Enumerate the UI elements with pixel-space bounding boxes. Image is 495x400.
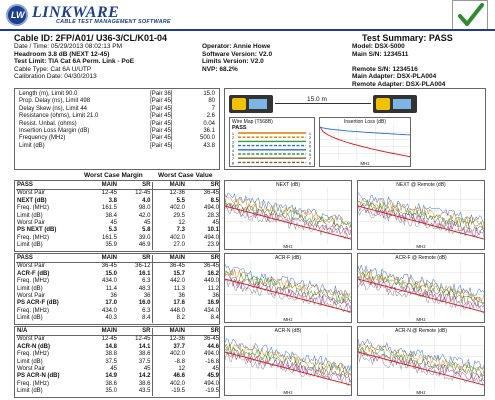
plot-xlabel: MHz: [283, 244, 293, 249]
worst-case-value-header: Worst Case Value: [158, 172, 213, 179]
worst-case-cell: 36: [110, 293, 117, 300]
worst-case-cell: 36-45: [152, 263, 186, 271]
summary-row: [18, 135, 216, 142]
worst-case-cell: 494.0: [203, 205, 219, 212]
worst-case-cell: 45: [110, 366, 117, 373]
wire-pin-label: 6: [309, 144, 311, 149]
wire-pin-label: 4: [232, 148, 234, 153]
worst-case-cell: 5.3: [108, 227, 117, 234]
wire-pin-label: 3: [309, 140, 311, 145]
worst-case-cell: 38.8: [105, 351, 117, 358]
worst-case-cell: 38.6: [138, 380, 151, 387]
crosstalk-plot: [357, 253, 485, 323]
plot-curves: [225, 188, 352, 244]
worst-case-cell: 3.8: [108, 197, 117, 204]
worst-case-cell: 161.5: [101, 234, 117, 241]
wire-map-lines: [230, 131, 315, 167]
cable-length-label: 15.0 m: [307, 96, 327, 103]
crosstalk-plot: [357, 326, 485, 396]
crosstalk-plot: [224, 253, 352, 323]
worst-case-cell: 12-45: [101, 190, 117, 197]
worst-case-cell: 15.7: [152, 271, 186, 278]
worst-case-cell: 36: [143, 293, 151, 300]
worst-case-cell: Freq. (MHz): [17, 351, 49, 358]
worst-case-cell: 11.4: [105, 285, 117, 292]
worst-case-cell: Limit (dB): [17, 285, 43, 292]
worst-case-cell: 36: [152, 293, 186, 300]
worst-case-row: [16, 286, 220, 293]
wire-map-plot: [229, 117, 315, 167]
worst-case-cell: PS ACR-F (dB): [17, 300, 59, 307]
plot-title: ACR-F (dB): [274, 255, 302, 261]
worst-case-cell: 12: [152, 366, 186, 373]
pair-curve: [358, 282, 485, 313]
summary-cell: Delay Skew (ns), Limit 44: [19, 105, 88, 112]
summary-cell: 7: [211, 105, 215, 112]
worst-case-cell: Limit (dB): [17, 315, 43, 322]
worst-case-cell: 16.1: [138, 270, 151, 277]
worst-case-cell: 402.0: [152, 351, 186, 358]
insertion-loss-curves: [320, 125, 411, 161]
info-line: Model: DSX-5000: [352, 43, 405, 50]
wire-pin-label: 2: [232, 136, 234, 141]
worst-case-cell: PS NEXT (dB): [17, 227, 57, 234]
test-summary: Test Summary: PASS: [362, 33, 453, 43]
summary-cell: 500.0: [199, 135, 215, 142]
summary-row: [18, 143, 216, 150]
device-panel: [224, 88, 486, 170]
summary-cell: [Pair 45]: [150, 135, 173, 142]
remote-unit-icon: [373, 95, 417, 113]
worst-case-cell: 43.5: [138, 388, 151, 395]
worst-case-row: [16, 388, 220, 395]
worst-case-cell: 28.3: [207, 212, 219, 219]
worst-case-sections: [14, 180, 220, 399]
worst-case-cell: 12: [152, 220, 186, 227]
worst-case-cell: 37.5: [138, 358, 151, 365]
worst-case-cell: 14.8: [105, 343, 117, 350]
worst-case-row: [16, 263, 220, 271]
summary-cell: Limit (dB): [19, 142, 45, 149]
worst-case-cell: 434.0: [101, 307, 117, 314]
pair-curve: [225, 344, 352, 376]
worst-case-row: [16, 255, 220, 263]
worst-case-cell: Freq. (MHz): [17, 307, 49, 314]
wire-pin-label: 7: [232, 157, 234, 162]
worst-case-cell: 16.9: [207, 300, 219, 307]
summary-cell: 2.6: [206, 113, 215, 120]
worst-case-cell: 36-45: [101, 263, 117, 270]
info-line: Main S/N: 1234511: [352, 50, 409, 58]
worst-case-cell: Freq. (MHz): [17, 205, 49, 212]
pair-curve: [358, 347, 485, 380]
worst-case-cell: PASS: [16, 255, 84, 263]
worst-case-cell: MAIN: [84, 328, 118, 336]
summary-cell: [Pair 36]: [150, 91, 173, 97]
insertion-loss-title: Insertion Loss (dB): [344, 119, 386, 125]
worst-case-cell: 402.0: [152, 205, 186, 212]
worst-case-row: [16, 271, 220, 278]
worst-case-cell: 27.0: [152, 242, 186, 249]
summary-row: [18, 106, 216, 113]
worst-case-cell: 37.5: [105, 358, 117, 365]
summary-table-box: [14, 88, 220, 170]
worst-case-cell: -19.5: [152, 388, 186, 395]
worst-case-cell: 45: [143, 220, 151, 227]
worst-case-row: [16, 213, 220, 220]
summary-cell: [Pair 45]: [150, 142, 173, 149]
info-line: Remote Adapter: DSX-PLA004: [352, 80, 446, 88]
crosstalk-plot: [224, 326, 352, 396]
info-right-column: [352, 43, 445, 88]
summary-table: [18, 91, 216, 150]
worst-case-row: [16, 344, 220, 351]
worst-case-row: [16, 366, 220, 373]
worst-case-cell: 35.0: [105, 388, 117, 395]
worst-case-cell: 6.3: [142, 307, 151, 314]
worst-case-cell: SR: [118, 328, 152, 336]
plot-curves: [358, 188, 485, 244]
worst-case-cell: 12-36: [152, 336, 186, 344]
worst-case-row: [16, 381, 220, 388]
worst-case-cell: 442.0: [152, 278, 186, 285]
worst-case-cell: Freq. (MHz): [17, 380, 49, 387]
summary-row: [18, 91, 216, 98]
linkware-logo-icon: LW: [6, 4, 28, 26]
worst-case-row: [16, 205, 220, 212]
worst-case-row: [16, 315, 220, 322]
worst-case-cell: 23.9: [207, 242, 219, 249]
worst-case-cell: 44.6: [207, 343, 219, 350]
worst-case-section: [14, 326, 220, 398]
plot-xlabel: MHz: [283, 317, 293, 322]
worst-case-cell: 8.4: [210, 315, 219, 322]
logo-subtitle: CABLE TEST MANAGEMENT SOFTWARE: [56, 19, 171, 25]
limit-curve: [225, 352, 352, 386]
worst-case-section: [14, 253, 220, 325]
worst-case-row: [16, 190, 220, 198]
worst-case-cell: Worst Pair: [17, 366, 45, 373]
worst-case-cell: 45: [143, 366, 151, 373]
plot-curves: [225, 261, 352, 317]
plot-curves: [358, 334, 485, 390]
worst-case-cell: 36-45: [203, 190, 219, 197]
worst-case-row: [16, 198, 220, 205]
cable-line: [275, 103, 371, 104]
info-line: Software Version: V2.0: [202, 50, 273, 58]
insertion-loss-xlabel: MHz: [360, 161, 370, 166]
worst-case-cell: 42.0: [138, 212, 151, 219]
worst-case-cell: 8.5: [210, 197, 219, 204]
worst-case-row: [16, 336, 220, 344]
worst-case-cell: 45.9: [207, 373, 219, 380]
worst-case-cell: 46.6: [152, 373, 186, 380]
worst-case-cell: 14.2: [138, 373, 151, 380]
summary-cell: 80: [208, 98, 215, 105]
wire-pin-label: 4: [309, 148, 311, 153]
worst-case-row: [16, 227, 220, 234]
plot-title: NEXT (dB): [275, 182, 301, 188]
summary-cell: [Pair 45]: [150, 128, 173, 135]
summary-cell: Resist. Unbal. (ohms): [19, 120, 77, 127]
header-divider: [0, 29, 495, 31]
worst-case-cell: ACR-F (dB): [17, 270, 50, 277]
worst-case-row: [16, 359, 220, 366]
wire-pin-label: 8: [232, 161, 234, 166]
worst-case-cell: -16.8: [205, 358, 219, 365]
info-line: Cable Type: Cat 6A U/UTP: [14, 65, 92, 73]
worst-case-cell: ACR-N (dB): [17, 343, 50, 350]
plot-grid: [224, 180, 486, 400]
worst-case-row: [16, 373, 220, 380]
worst-case-cell: SR: [118, 255, 152, 263]
info-line: Date / Time: 05/29/2013 08:02:13 PM: [14, 43, 123, 50]
summary-cell: 43.8: [203, 142, 215, 149]
logo-text: LINKWARE: [32, 4, 120, 21]
worst-case-cell: Limit (dB): [17, 388, 43, 395]
worst-case-cell: 37.7: [152, 344, 186, 351]
worst-case-cell: 38.6: [138, 351, 151, 358]
info-line: Main Adapter: DSX-PLA004: [352, 73, 437, 80]
limit-curve: [225, 206, 352, 240]
worst-case-cell: 98.0: [138, 205, 151, 212]
worst-case-cell: 48.3: [138, 285, 151, 292]
worst-case-cell: 40.3: [105, 315, 117, 322]
summary-cell: Length (m), Limit 90.0: [19, 91, 78, 97]
pair-curve: [225, 274, 352, 305]
info-line: Operator: Annie Howe: [202, 43, 271, 50]
worst-case-row: [16, 293, 220, 300]
worst-case-cell: MAIN: [84, 182, 118, 190]
info-line: NVP: 68.2%: [202, 65, 238, 73]
worst-case-cell: 402.0: [152, 235, 186, 242]
worst-case-cell: SR: [186, 182, 220, 190]
wire-map-title: Wire Map (T568B): [232, 119, 273, 125]
wire-pin-label: 2: [309, 136, 311, 141]
summary-cell: [Pair 45]: [150, 105, 173, 112]
summary-cell: 15.0: [203, 91, 215, 97]
info-line: Remote S/N: 1234516: [352, 65, 418, 73]
worst-case-cell: Freq. (MHz): [17, 278, 49, 285]
worst-case-cell: 4.0: [142, 197, 151, 204]
summary-row: [18, 128, 216, 135]
worst-case-cell: Worst Pair: [17, 263, 45, 270]
worst-case-cell: Worst Pair: [17, 220, 45, 227]
worst-case-cell: 7.3: [152, 227, 186, 234]
plot-title: NEXT @ Remote (dB): [396, 182, 446, 188]
worst-case-cell: 494.0: [203, 380, 219, 387]
worst-case-cell: MAIN: [152, 182, 186, 190]
worst-case-cell: SR: [118, 182, 152, 190]
info-line: Headroom 3.8 dB (NEXT 12-45): [14, 50, 110, 58]
worst-case-cell: Worst Pair: [17, 336, 45, 343]
worst-case-row: [16, 220, 220, 227]
worst-case-cell: Worst Pair: [17, 293, 45, 300]
worst-case-cell: 36-12: [135, 263, 151, 270]
pair-curve: [358, 275, 485, 307]
plot-curves: [225, 334, 352, 390]
plot-xlabel: MHz: [416, 390, 426, 395]
worst-case-cell: 14.9: [105, 373, 117, 380]
cable-id: Cable ID: 2FP/A01/ U36-3/CL/K01-04: [14, 33, 168, 43]
wire-pin-label: 5: [232, 153, 234, 157]
summary-cell: Frequency (MHz): [19, 135, 66, 142]
worst-case-section: [14, 180, 220, 252]
summary-cell: [Pair 45]: [150, 98, 173, 105]
info-line: [352, 58, 445, 66]
info-mid-column: [202, 43, 272, 73]
wire-pin-label: 6: [232, 144, 234, 149]
worst-case-cell: 45: [110, 220, 117, 227]
insertion-loss-limit: [320, 127, 411, 157]
worst-case-row: [16, 300, 220, 307]
summary-cell: Resistance (ohms), Limit 21.0: [19, 113, 99, 120]
wire-pin-label: 1: [309, 132, 311, 136]
worst-case-cell: 36-45: [203, 336, 219, 343]
worst-case-cell: 29.5: [152, 213, 186, 220]
worst-case-cell: Limit (dB): [17, 358, 43, 365]
plot-title: ACR-N (dB): [274, 328, 302, 334]
worst-case-cell: 448.0: [152, 308, 186, 315]
limit-curve: [358, 206, 485, 240]
summary-row: [18, 98, 216, 105]
worst-case-cell: 45: [212, 366, 219, 373]
wire-map-status: PASS: [232, 125, 247, 131]
worst-case-cell: 36: [212, 293, 219, 300]
worst-case-cell: 161.5: [101, 205, 117, 212]
worst-case-cell: 15.0: [105, 270, 117, 277]
worst-case-cell: 434.0: [101, 278, 117, 285]
worst-case-cell: 38.4: [105, 212, 117, 219]
main-unit-icon: [229, 95, 273, 113]
crosstalk-plot: [357, 180, 485, 250]
plot-title: ACR-F @ Remote (dB): [395, 255, 447, 261]
worst-case-cell: MAIN: [84, 255, 118, 263]
plot-curves: [358, 261, 485, 317]
report-header: [0, 0, 495, 28]
pair-curve: [225, 345, 352, 378]
crosstalk-plot: [224, 180, 352, 250]
worst-case-cell: 11.3: [152, 286, 186, 293]
insertion-loss-plot: [319, 117, 411, 167]
worst-case-cell: 17.6: [152, 300, 186, 307]
summary-cell: 0.04: [203, 120, 215, 127]
info-line: Calibration Date: 04/30/2013: [14, 73, 97, 80]
worst-case-row: [16, 182, 220, 190]
worst-case-cell: Limit (dB): [17, 212, 43, 219]
worst-case-row: [16, 328, 220, 336]
insertion-loss-measured: [320, 127, 411, 135]
wire-pin-label: 1: [232, 132, 234, 136]
worst-case-cell: 8.2: [152, 315, 186, 322]
worst-case-cell: 12-45: [135, 190, 151, 197]
worst-case-cell: NEXT (dB): [17, 197, 47, 204]
worst-case-cell: 6.3: [142, 278, 151, 285]
wire-pin-label: 8: [309, 161, 311, 166]
worst-case-cell: 12-45: [135, 336, 151, 343]
worst-case-cell: 10.1: [207, 227, 219, 234]
worst-case-cell: 38.6: [105, 380, 117, 387]
worst-case-cell: 449.0: [203, 278, 219, 285]
worst-case-cell: 16.2: [207, 270, 219, 277]
worst-case-row: [16, 235, 220, 242]
worst-case-cell: 46.9: [138, 242, 151, 249]
worst-case-cell: PASS: [16, 182, 84, 190]
worst-case-cell: 434.0: [203, 307, 219, 314]
worst-case-cell: -8.8: [152, 359, 186, 366]
summary-row: [18, 113, 216, 120]
summary-cell: Insertion Loss Margin (dB): [19, 128, 90, 135]
worst-case-cell: 39.0: [138, 234, 151, 241]
worst-case-cell: Limit (dB): [17, 242, 43, 249]
worst-case-cell: 16.0: [138, 300, 151, 307]
summary-row: [18, 121, 216, 128]
worst-case-row: [16, 308, 220, 315]
worst-case-cell: 17.0: [105, 300, 117, 307]
summary-cell: 36.1: [203, 128, 215, 135]
worst-case-cell: SR: [186, 328, 220, 336]
worst-case-cell: 45: [212, 220, 219, 227]
worst-case-cell: 14.1: [138, 343, 151, 350]
worst-case-cell: MAIN: [152, 328, 186, 336]
worst-case-cell: 12-36: [152, 190, 186, 198]
worst-case-cell: 494.0: [203, 234, 219, 241]
wire-pin-label: 3: [232, 140, 234, 145]
info-left-column: [14, 43, 134, 81]
worst-case-cell: PS ACR-N (dB): [17, 373, 60, 380]
info-line: Test Limit: TIA Cat 6A Perm. Link - PoE: [14, 58, 135, 65]
worst-case-cell: 11.2: [207, 285, 219, 292]
worst-case-cell: 8.4: [142, 315, 151, 322]
worst-case-cell: 402.0: [152, 381, 186, 388]
plot-xlabel: MHz: [416, 244, 426, 249]
worst-case-row: [16, 351, 220, 358]
worst-case-cell: 12-45: [101, 336, 117, 343]
worst-case-margin-header: Worst Case Margin: [84, 172, 143, 179]
worst-case-cell: 5.8: [142, 227, 151, 234]
worst-case-cell: MAIN: [152, 255, 186, 263]
worst-case-cell: 35.9: [105, 242, 117, 249]
worst-case-cell: 5.5: [152, 198, 186, 205]
worst-case-row: [16, 278, 220, 285]
worst-case-cell: Freq. (MHz): [17, 234, 49, 241]
wire-pin-label: 7: [309, 157, 311, 162]
plot-xlabel: MHz: [283, 390, 293, 395]
wire-pin-label: 5: [309, 153, 311, 157]
summary-cell: [Pair 45]: [150, 120, 173, 127]
worst-case-cell: Worst Pair: [17, 190, 45, 197]
pass-check-icon: [452, 0, 488, 30]
plot-xlabel: MHz: [416, 317, 426, 322]
limit-curve: [358, 279, 485, 313]
worst-case-cell: N/A: [16, 328, 84, 336]
summary-cell: [Pair 45]: [150, 113, 173, 120]
worst-case-row: [16, 242, 220, 249]
summary-cell: Prop. Delay (ns), Limit 498: [19, 98, 91, 105]
worst-case-cell: SR: [186, 255, 220, 263]
worst-case-cell: -19.5: [205, 388, 219, 395]
info-line: Limits Version: V2.0: [202, 58, 264, 65]
worst-case-cell: 36-45: [203, 263, 219, 270]
plot-title: ACR-N @ Remote (dB): [394, 328, 448, 334]
worst-case-cell: 494.0: [203, 351, 219, 358]
